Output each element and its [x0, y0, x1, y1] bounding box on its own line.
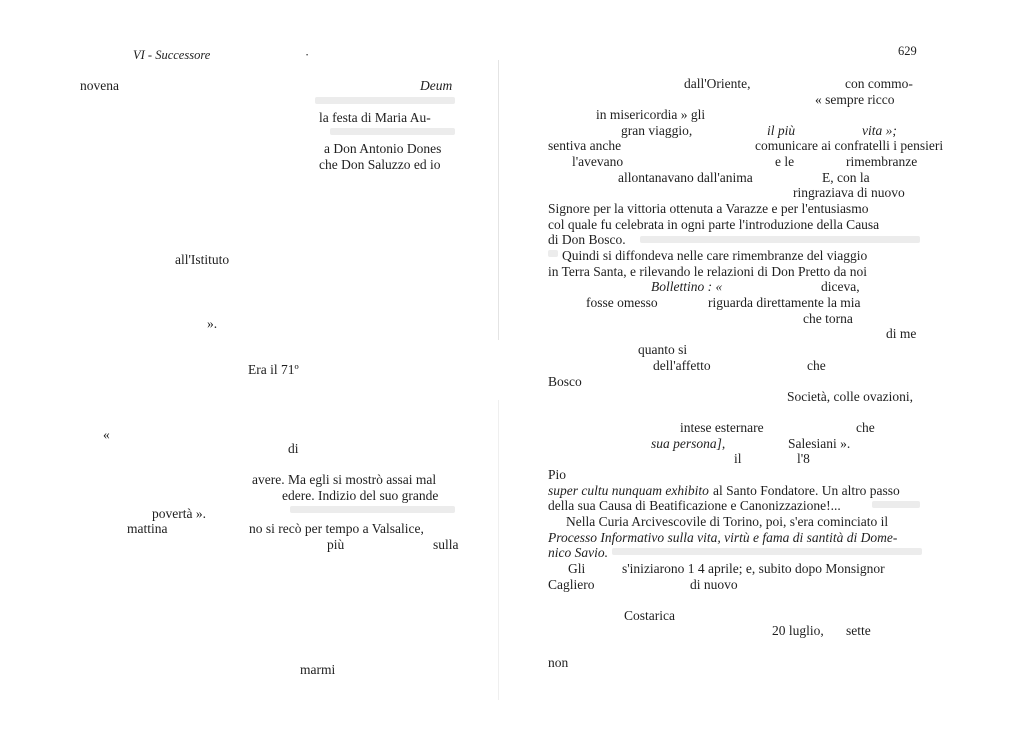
right-page-text-line: Bollettino : « — [651, 279, 723, 294]
right-page-text-line: che — [807, 358, 826, 373]
left-page-text-line: marmi — [300, 662, 336, 677]
right-page-text-line: vita »; — [862, 123, 897, 138]
right-page-text-line: di nuovo — [690, 577, 738, 592]
left-page-text-line: all'Istituto — [175, 252, 230, 267]
left-page-text-line: novena — [80, 78, 119, 93]
right-page-text-line: non — [548, 655, 569, 670]
right-page-text-line: comunicare ai confratelli i pensieri — [755, 138, 944, 153]
right-page-text-line: Gli — [568, 561, 586, 576]
right-page-text-line: l'8 — [797, 451, 810, 466]
left-page-text-line: più — [327, 537, 345, 552]
faint-text-mark — [612, 548, 922, 555]
right-page-text-line: che torna — [803, 311, 853, 326]
right-page-text-line: col quale fu celebrata in ogni parte l'introduzione della Causa — [548, 217, 880, 232]
right-page-text-line: s'iniziarono 1 4 aprile; e, subito dopo Monsignor — [622, 561, 885, 576]
faint-text-mark — [640, 236, 920, 243]
right-page-text-line: e le — [775, 154, 795, 169]
left-page-text-line: Era il 71º — [248, 362, 299, 377]
right-page-text-line: diceva, — [821, 279, 860, 294]
right-page-text-line: intese esternare — [680, 420, 764, 435]
right-page-text-line: super cultu nunquam exhibito — [548, 483, 709, 498]
running-head: VI - Successore — [133, 48, 211, 62]
right-page-text-line: Quindi si diffondeva nelle care rimembranze del viaggio — [562, 248, 868, 263]
left-page-text-line: ». — [207, 316, 218, 331]
left-page-text-line: che Don Saluzzo ed io — [319, 157, 441, 172]
right-page-text-line: con commo- — [845, 76, 913, 91]
right-page-text-line: l'avevano — [572, 154, 624, 169]
right-page-text-line: sette — [846, 623, 871, 638]
right-page-text-line: Bosco — [548, 374, 582, 389]
left-page-text-line: avere. Ma egli si mostrò assai mal — [252, 472, 437, 487]
right-page-text-line: gran viaggio, — [621, 123, 693, 138]
faint-text-mark — [548, 250, 558, 257]
right-page-text-line: rimembranze — [846, 154, 918, 169]
right-page-text-line: fosse omesso — [586, 295, 658, 310]
right-page-text-line: Cagliero — [548, 577, 595, 592]
page-number: 629 — [898, 44, 917, 58]
right-page-text-line: Salesiani ». — [788, 436, 851, 451]
right-page-text-line: in Terra Santa, e rilevando le relazioni di Don Pretto da noi — [548, 264, 867, 279]
right-page-text-line: Società, colle ovazioni, — [787, 389, 913, 404]
right-page-text-line: il più — [767, 123, 796, 138]
right-page-text-line: di me — [886, 326, 917, 341]
left-page-text-line: edere. Indizio del suo grande — [282, 488, 439, 503]
right-page-text-line: quanto si — [638, 342, 688, 357]
left-page-text-line: « — [103, 427, 110, 442]
right-page-text-line: Pio — [548, 467, 567, 482]
right-page-text-line: di Don Bosco. — [548, 232, 626, 247]
faint-text-mark — [290, 506, 455, 513]
right-page-text-line: E, con la — [822, 170, 870, 185]
right-page-text-line: Processo Informativo sulla vita, virtù e fama di santità di Dome- — [548, 530, 898, 545]
left-page-text-line: Deum — [420, 78, 453, 93]
right-page-text-line: sua persona], — [651, 436, 726, 451]
right-page-text-line: al Santo Fondatore. Un altro passo — [713, 483, 900, 498]
right-page-text-line: riguarda direttamente la mia — [708, 295, 861, 310]
left-page-text-line: sulla — [433, 537, 459, 552]
right-page-text-line: allontanavano dall'anima — [618, 170, 753, 185]
left-page-text-line: di — [288, 441, 299, 456]
right-page-text-line: dell'affetto — [653, 358, 711, 373]
right-page-text-line: della sua Causa di Beatificazione e Canonizzazione!... — [548, 498, 841, 513]
page-gutter-lower — [498, 400, 499, 700]
right-page-text-line: Costarica — [624, 608, 675, 623]
right-page-text-line: ringraziava di nuovo — [793, 185, 905, 200]
right-page-text-line: Nella Curia Arcivescovile di Torino, poi, s'era cominciato il — [566, 514, 889, 529]
page-gutter — [498, 60, 499, 340]
right-page-text-line: che — [856, 420, 875, 435]
faint-text-mark — [872, 501, 920, 508]
right-page-text-line: « sempre ricco — [815, 92, 895, 107]
right-page-text-line: sentiva anche — [548, 138, 622, 153]
header-dot: · — [305, 48, 310, 62]
left-page-text-line: la festa di Maria Au- — [319, 110, 431, 125]
left-page-text-line: mattina — [127, 521, 168, 536]
faint-text-mark — [330, 128, 455, 135]
right-page-text-line: dall'Oriente, — [684, 76, 751, 91]
right-page-text-line: in misericordia » gli — [596, 107, 706, 122]
left-page-text-line: a Don Antonio Dones — [324, 141, 442, 156]
right-page-text-line: 20 luglio, — [772, 623, 824, 638]
right-page-text-line: il — [734, 451, 742, 466]
faint-text-mark — [315, 97, 455, 104]
right-page-text-line: nico Savio. — [548, 545, 608, 560]
right-page-text-line: Signore per la vittoria ottenuta a Varazze e per l'entusiasmo — [548, 201, 869, 216]
left-page-text-line: no si recò per tempo a Valsalice, — [249, 521, 424, 536]
left-page-text-line: povertà ». — [152, 506, 206, 521]
